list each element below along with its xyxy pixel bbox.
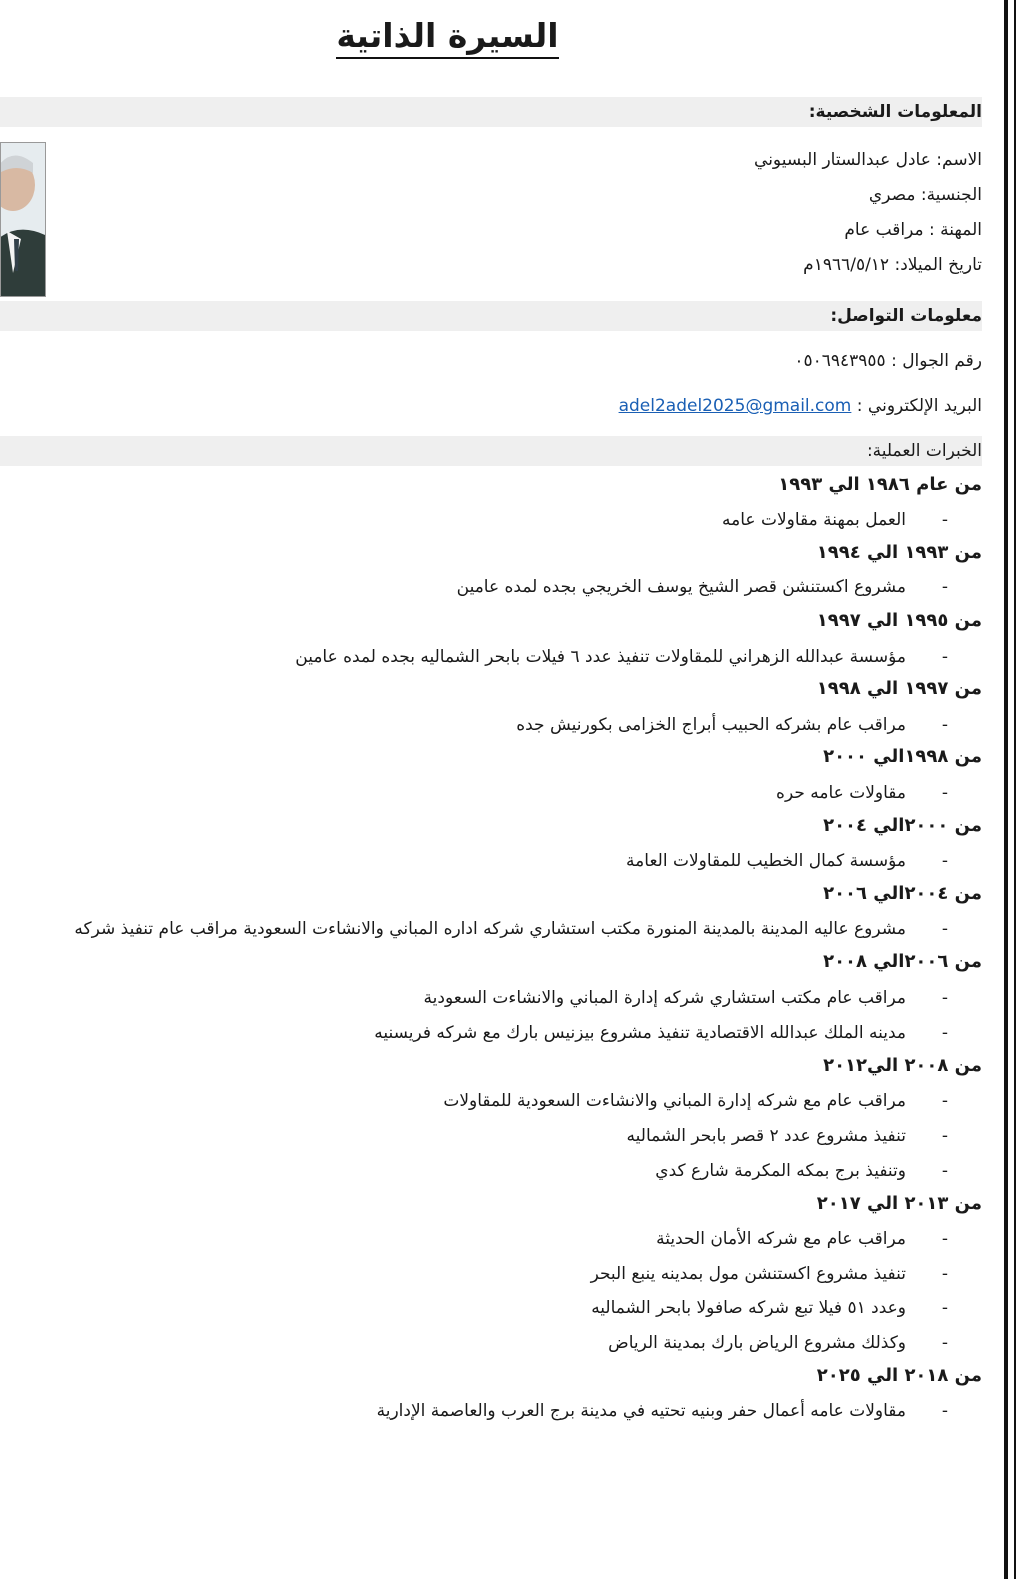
experience-item: - مشروع اكستنشن قصر الشيخ يوسف الخريجي بجده لمده عامين: [456, 577, 948, 597]
name-field: الاسم: عادل عبدالستار البسيوني: [754, 150, 982, 170]
experience-item: - مشروع عاليه المدينة بالمدينة المنورة مكتب استشاري شركه اداره المباني والانشاءت السعودية مراقب عام تنفيذ شركه: [74, 919, 948, 939]
experience-period: من ١٩٩٧ الي ١٩٩٨: [816, 678, 982, 699]
experience-item: - وتنفيذ برج بمكه المكرمة شارع كدي: [655, 1161, 948, 1181]
experience-period: من ٢٠٠٠الي ٢٠٠٤: [823, 815, 982, 836]
experience-item: - مؤسسة عبدالله الزهراني للمقاولات تنفيذ عدد ٦ فيلات بابحر الشماليه بجده لمده عامين: [295, 647, 948, 667]
birthdate-field: تاريخ الميلاد: ١٩٦٦/٥/١٢م: [803, 255, 982, 275]
personal-info-bar: [0, 97, 982, 127]
experience-item: - مراقب عام مع شركه الأمان الحديثة: [656, 1229, 948, 1249]
experience-item: - مراقب عام مع شركه إدارة المباني والانشاءت السعودية للمقاولات: [443, 1091, 948, 1111]
email-label: البريد الإلكتروني :: [856, 396, 982, 416]
experience-item: - العمل بمهنة مقاولات عامه: [722, 510, 948, 530]
experience-period: من ١٩٩٥ الي ١٩٩٧: [816, 610, 982, 631]
experience-item: - وعدد ٥١ فيلا تبع شركه صافولا بابحر الشماليه: [591, 1298, 948, 1318]
experience-item: - مقاولات عامه حره: [776, 783, 948, 803]
experience-period: من ٢٠٠٤الي ٢٠٠٦: [823, 883, 982, 904]
profile-photo: [0, 142, 46, 297]
experience-item: - مؤسسة كمال الخطيب للمقاولات العامة: [626, 851, 948, 871]
experience-item: - وكذلك مشروع الرياض بارك بمدينة الرياض: [608, 1333, 948, 1353]
experience-item: - تنفيذ مشروع عدد ٢ قصر بابحر الشماليه: [626, 1126, 948, 1146]
page-border: [1004, 0, 1024, 1579]
email-link[interactable]: adel2adel2025@gmail.com: [618, 396, 852, 416]
profession-field: المهنة : مراقب عام: [844, 220, 982, 240]
experience-period: من ١٩٩٨الي ٢٠٠٠: [823, 746, 982, 767]
experience-item: - مراقب عام مكتب استشاري شركه إدارة المباني والانشاءت السعودية: [423, 988, 948, 1008]
page-title: السيرة الذاتية: [0, 16, 895, 55]
experience-period: من ٢٠١٣ الي ٢٠١٧: [816, 1193, 982, 1214]
experience-period: من عام ١٩٨٦ الي ١٩٩٣: [778, 474, 982, 495]
experience-period: من ٢٠٠٨ الي٢٠١٢: [823, 1055, 982, 1076]
experience-bar: [0, 436, 982, 466]
experience-item: - مقاولات عامه أعمال حفر وبنيه تحتيه في مدينة برج العرب والعاصمة الإدارية: [376, 1401, 948, 1421]
experience-item: - مراقب عام بشركه الحبيب أبراج الخزامى بكورنيش جده: [516, 715, 948, 735]
contact-info-heading: معلومات التواصل:: [830, 306, 982, 326]
experience-period: من ١٩٩٣ الي ١٩٩٤: [816, 542, 982, 563]
nationality-field: الجنسية: مصري: [868, 185, 982, 205]
phone-field: رقم الجوال : ٠٥٠٦٩٤٣٩٥٥: [794, 351, 982, 371]
email-field: [619, 396, 982, 416]
experience-period: من ٢٠٠٦الي ٢٠٠٨: [823, 951, 982, 972]
experience-heading: الخبرات العملية:: [866, 441, 982, 461]
experience-period: من ٢٠١٨ الي ٢٠٢٥: [816, 1365, 982, 1386]
experience-item: - مدينه الملك عبدالله الاقتصادية تنفيذ مشروع بيزنيس بارك مع شركه فريسنيه: [374, 1023, 948, 1043]
contact-info-bar: [0, 301, 982, 331]
experience-item: - تنفيذ مشروع اكستنشن مول بمدينه ينبع البحر: [590, 1264, 948, 1284]
personal-info-heading: المعلومات الشخصية:: [808, 102, 982, 122]
